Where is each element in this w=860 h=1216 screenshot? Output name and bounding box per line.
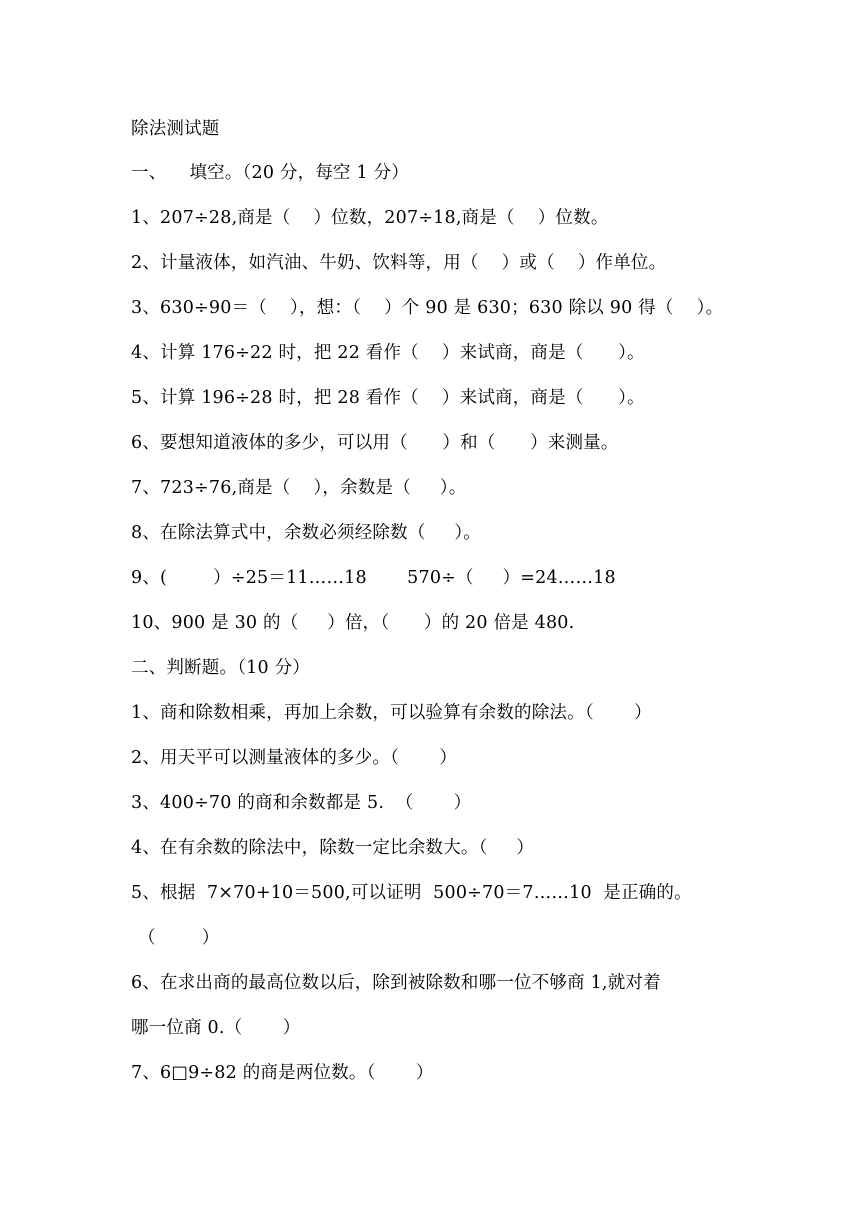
judgment-item-2: 2、用天平可以测量液体的多少。（ ） — [131, 748, 458, 768]
fill-blank-item-6: 6、要想知道液体的多少，可以用（ ）和（ ）来测量。 — [131, 433, 619, 453]
judgment-item-5-answer: （ ） — [138, 928, 220, 948]
fill-blank-item-2: 2、计量液体，如汽油、牛奶、饮料等，用（ ）或（ ）作单位。 — [131, 253, 667, 273]
fill-blank-item-9: 9、( ）÷25＝11……18 570÷（ ）=24……18 — [131, 568, 616, 588]
judgment-item-5: 5、根据 7×70+10＝500,可以证明 500÷70＝7……10 是正确的。 — [131, 883, 692, 903]
fill-blank-item-1: 1、207÷28,商是（ ）位数，207÷18,商是（ ）位数。 — [131, 208, 609, 228]
judgment-item-7: 7、6□9÷82 的商是两位数。（ ） — [131, 1063, 434, 1083]
judgment-item-6: 6、在求出商的最高位数以后，除到被除数和哪一位不够商 1,就对着 — [131, 973, 661, 993]
judgment-item-3: 3、400÷70 的商和余数都是 5. （ ） — [131, 793, 472, 813]
judgment-item-4: 4、在有余数的除法中，除数一定比余数大。（ ） — [131, 838, 535, 858]
fill-blank-item-4: 4、计算 176÷22 时，把 22 看作（ ）来试商，商是（ ）。 — [131, 343, 645, 363]
fill-blank-item-3: 3、630÷90＝（ ），想：（ ）个 90 是 630；630 除以 90 得（ ）。 — [131, 298, 724, 318]
section-1-heading: 一、 填空。（20 分，每空 1 分） — [131, 163, 409, 183]
fill-blank-item-7: 7、723÷76,商是（ ），余数是（ ）。 — [131, 478, 467, 498]
fill-blank-item-10: 10、900 是 30 的（ ）倍，（ ）的 20 倍是 480. — [131, 613, 575, 633]
fill-blank-item-5: 5、计算 196÷28 时，把 28 看作（ ）来试商，商是（ ）。 — [131, 388, 645, 408]
document-title: 除法测试题 — [131, 119, 220, 139]
judgment-item-6-continued: 哪一位商 0.（ ） — [131, 1018, 301, 1038]
fill-blank-item-8: 8、在除法算式中，余数必须经除数（ ）。 — [131, 523, 481, 543]
judgment-item-1: 1、商和除数相乘，再加上余数，可以验算有余数的除法。（ ） — [131, 703, 652, 723]
section-2-heading: 二、判断题。（10 分） — [131, 658, 310, 678]
